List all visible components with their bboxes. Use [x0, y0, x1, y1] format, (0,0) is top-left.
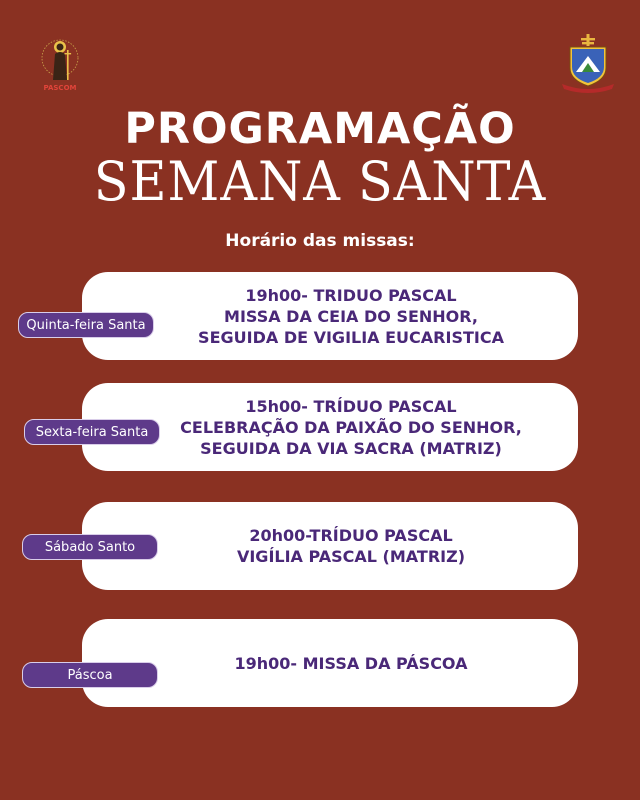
- day-label-saturday: Sábado Santo: [22, 534, 158, 560]
- pascom-logo: [36, 36, 84, 100]
- schedule-line: VIGÍLIA PASCAL (MATRIZ): [236, 547, 466, 566]
- schedule-line: CELEBRAÇÃO DA PAIXÃO DO SENHOR,: [180, 417, 522, 437]
- schedule-line: 20h00-TRÍDUO PASCAL: [249, 526, 453, 545]
- diocese-coat-of-arms-icon: [556, 32, 620, 96]
- subtitle: Horário das missas:: [225, 231, 415, 251]
- diocese-coat-of-arms: [556, 32, 620, 96]
- page-title-secondary: SEMANA SANTA: [93, 150, 547, 213]
- schedule-line: SEGUIDA DE VIGILIA EUCARISTICA: [198, 327, 504, 347]
- page-title: PROGRAMAÇÃO: [124, 104, 516, 154]
- schedule-line: MISSA DA CEIA DO SENHOR,: [224, 306, 478, 326]
- schedule-card-easter: [82, 619, 578, 707]
- day-label-easter: Páscoa: [22, 662, 158, 688]
- schedule-card-thursday: [82, 272, 578, 360]
- pascom-logo-caption: PASCOM: [43, 84, 77, 92]
- day-label-thursday: Quinta-feira Santa: [18, 312, 154, 338]
- day-label-friday: Sexta-feira Santa: [24, 419, 160, 445]
- schedule-line: 15h00- TRÍDUO PASCAL: [245, 396, 457, 416]
- schedule-line: 19h00- TRIDUO PASCAL: [245, 285, 457, 305]
- schedule-line: SEGUIDA DA VIA SACRA (MATRIZ): [200, 438, 502, 458]
- schedule-line: 19h00- MISSA DA PÁSCOA: [234, 653, 468, 673]
